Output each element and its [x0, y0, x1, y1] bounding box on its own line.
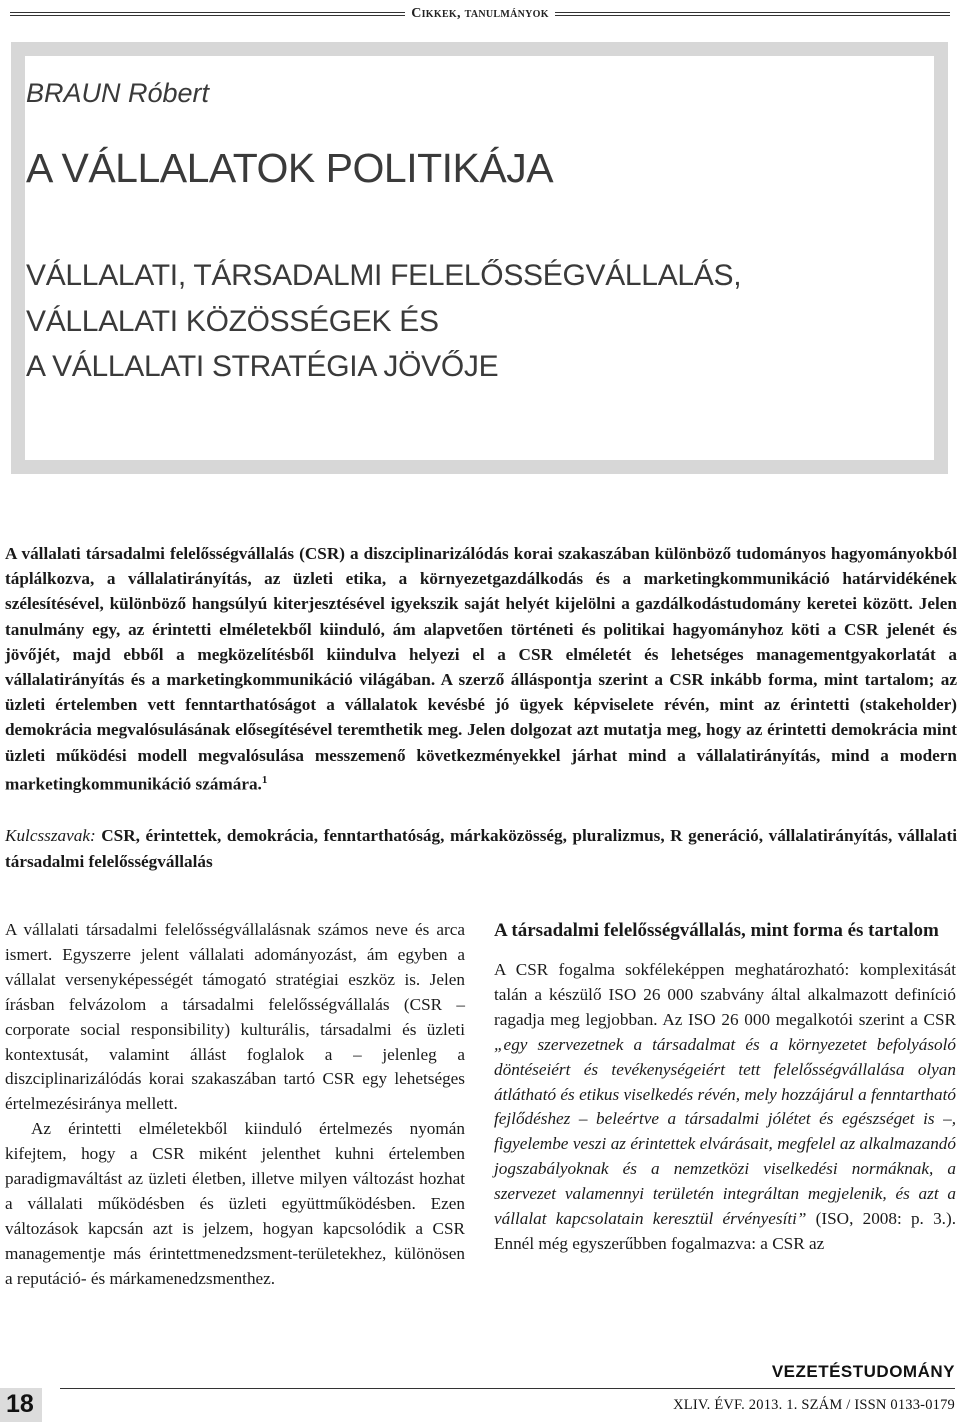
paragraph-text-continued: (ISO, 2008: p. 3.). Ennél még egyszerűbben fogalmazva: a CSR az [494, 1209, 956, 1253]
subtitle-line-1: VÁLLALATI, TÁRSADALMI FELELŐSSÉGVÁLLALÁS, [26, 259, 742, 292]
article-title: A VÁLLALATOK POLITIKÁJA [26, 145, 554, 191]
header-rule-right [555, 12, 950, 16]
body-paragraph: A vállalati társadalmi felelősségvállalásnak számos neve és arca ismert. Egyszerre jelent vállalati adományozást, ám egyben a vállalat versenyképességét támogató stratégiai eszköz is. Jelen írásban felvázolom a társadalmi felelősségvállalás (CSR – corporate social responsibility) kulturális, társadalmi és üzleti kontextusát, valamint állást foglalok a – jelenleg a diszciplinarizálódás korai szakaszában tartó CSR egy lehetséges értelmezésiránya mellett. [5, 920, 465, 1114]
keywords [5, 823, 957, 875]
subtitle-line-3: A VÁLLALATI STRATÉGIA JÖVŐJE [26, 350, 499, 383]
author-name: BRAUN Róbert [26, 78, 210, 108]
iso-definition-quote: „egy szervezetnek a társadalmat és a környezetet befolyásoló döntéseiért és tevékenységeiért tett felelősségvállalása olyan átlátható és etikus viselkedés révén, mely hozzájárul a fenntartható fejlődéshez – beleértve a társadalmi jólétet és egészséget is –, figyelembe veszi az érintettek elvárásait, megfelel az alkalmazandó jogszabályoknak és a nemzetközi viselkedési normáknak, a szervezet valamennyi területén integráltan megjelenik, és azt a vállalat kapcsolatain keresztül érvényesíti” [494, 1034, 956, 1229]
paragraph-text: A CSR fogalma sokféleképpen meghatározható: komplexitását talán a készülő ISO 26 000 szabvány által alkalmazott definíció ragadja meg legjobban. Az ISO 26 000 megalkotói szerint a CSR [494, 960, 956, 1029]
right-column [494, 918, 956, 1257]
body-paragraph [494, 958, 956, 1257]
keywords-text: CSR, érintettek, demokrácia, fenntarthatóság, márkaközösség, pluralizmus, R generáció, vállalatirányítás, vállalati társadalmi felelősségvállalás [5, 826, 957, 871]
subtitle-line-2: VÁLLALATI KÖZÖSSÉGEK ÉS [26, 305, 439, 338]
header-rule-left [10, 12, 405, 16]
section-heading: A társadalmi felelősségvállalás, mint forma és tartalom [494, 920, 939, 941]
footnote-marker[interactable]: 1 [261, 773, 268, 786]
running-header [10, 2, 950, 26]
keywords-label: Kulcsszavak: [5, 826, 96, 845]
journal-name: VEZETÉSTUDOMÁNY [771, 1362, 955, 1381]
left-column [5, 918, 465, 1292]
page-number: 18 [6, 1390, 34, 1418]
body-paragraph: Az érintetti elméletekből kiinduló értelmezés nyomán kifejtem, hogy a CSR miként jelenthet kuhni értelemben paradigmaváltást az üzleti életben, illetve milyen változást hozhat a vállalati működésben és üzleti együttműködésben. Ezen változások kapcsán azt is jelzem, hogyan kapcsolódik a CSR managementje más érintettmenedzsment-területekhez, különösen a reputáció- és márkamenedzsmenthez. [5, 1119, 465, 1288]
section-label: Cikkek, tanulmányok [411, 6, 549, 21]
journal-issue: XLIV. ÉVF. 2013. 1. SZÁM / ISSN 0133-0179 [673, 1397, 955, 1413]
footer-rule [60, 1388, 955, 1389]
page-number-box [0, 1388, 42, 1422]
abstract-text: A vállalati társadalmi felelősségvállalás (CSR) a diszciplinarizálódás korai szakaszában különböző tudományos hagyományokból táplálkozva, a vállalatirányítás, az üzleti etika, a környezetgazdálkodás és a marketingkommunikáció határvidékének szélesítésével, különböző hangsúlyú kiterjesztésével igyekszik saját helyét kijelölni a gazdálkodástudomány keretei között. Jelen tanulmány egy, az érintetti elméletekből kiinduló, ám alapvetően történeti és politikai hagyományhoz köti a CSR jelenét és jövőjét, majd ebből a megközelítésből kiindulva helyezi el a CSR elméletét és lehetséges managementgyakorlatát a vállalatirányítás és a marketingkommunikáció világában. A szerző álláspontja szerint a CSR inkább forma, mint tartalom; az üzleti értelemben vett fenntarthatóságot a vállalatok kevésbé jó ügyek képviselete révén, mint az érintetti (stakeholder) demokrácia megvalósulásának elősegítésével teremthetik meg. Jelen dolgozat azt mutatja meg, hogy az érintetti demokrácia mint üzleti működési modell megvalósulása messzemenő következményekkel járhat mind a vállalatirányítás, mind a modern marketingkommunikáció számára. [5, 544, 957, 794]
abstract [5, 541, 957, 797]
